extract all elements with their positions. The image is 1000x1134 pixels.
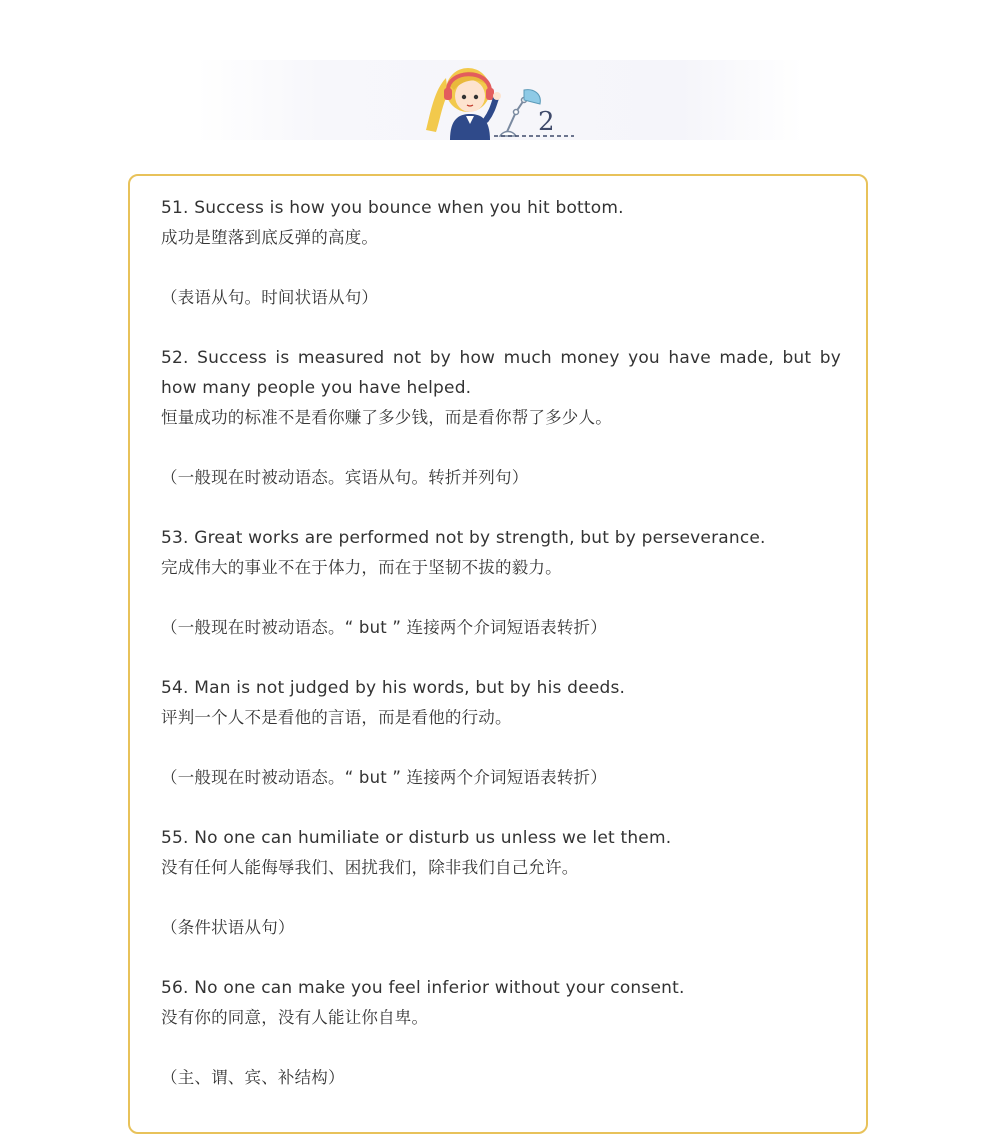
- grammar-note: （主、谓、宾、补结构）: [161, 1068, 345, 1087]
- chinese-translation: 评判一个人不是看他的言语，而是看他的行动。: [161, 708, 512, 727]
- english-sentence: 56. No one can make you feel inferior without your consent.: [161, 978, 685, 998]
- grammar-note: （一般现在时被动语态。“ but ” 连接两个介词短语表转折）: [161, 768, 607, 787]
- english-sentence: 53. Great works are performed not by strength, but by perseverance.: [161, 528, 766, 548]
- chinese-translation: 没有你的同意，没有人能让你自卑。: [161, 1008, 429, 1027]
- grammar-note: （一般现在时被动语态。宾语从句。转折并列句）: [161, 468, 529, 487]
- sentence-entry: [161, 973, 841, 1093]
- grammar-note: （条件状语从句）: [161, 918, 295, 937]
- chinese-translation: 成功是堕落到底反弹的高度。: [161, 228, 379, 247]
- sentence-entry: [161, 673, 841, 793]
- sentence-entry: [161, 343, 841, 493]
- sentence-entry: [161, 823, 841, 943]
- english-sentence: 52. Success is measured not by how much money you have made, but by how many people you have helped.: [161, 348, 841, 398]
- english-sentence: 51. Success is how you bounce when you hit bottom.: [161, 198, 624, 218]
- english-sentence: 54. Man is not judged by his words, but by his deeds.: [161, 678, 626, 698]
- sentence-entry: [161, 523, 841, 643]
- sentence-entry: [161, 193, 841, 313]
- grammar-note: （表语从句。时间状语从句）: [161, 288, 379, 307]
- illustration-number: 2: [538, 107, 555, 137]
- grammar-note: （一般现在时被动语态。“ but ” 连接两个介词短语表转折）: [161, 618, 607, 637]
- girl-with-lamp-illustration: [424, 60, 579, 140]
- chinese-translation: 没有任何人能侮辱我们、困扰我们，除非我们自己允许。: [161, 858, 579, 877]
- english-sentence: 55. No one can humiliate or disturb us unless we let them.: [161, 828, 672, 848]
- chinese-translation: 恒量成功的标准不是看你赚了多少钱，而是看你帮了多少人。: [161, 408, 612, 427]
- sentence-list: [161, 193, 841, 1123]
- chinese-translation: 完成伟大的事业不在于体力，而在于坚韧不拔的毅力。: [161, 558, 562, 577]
